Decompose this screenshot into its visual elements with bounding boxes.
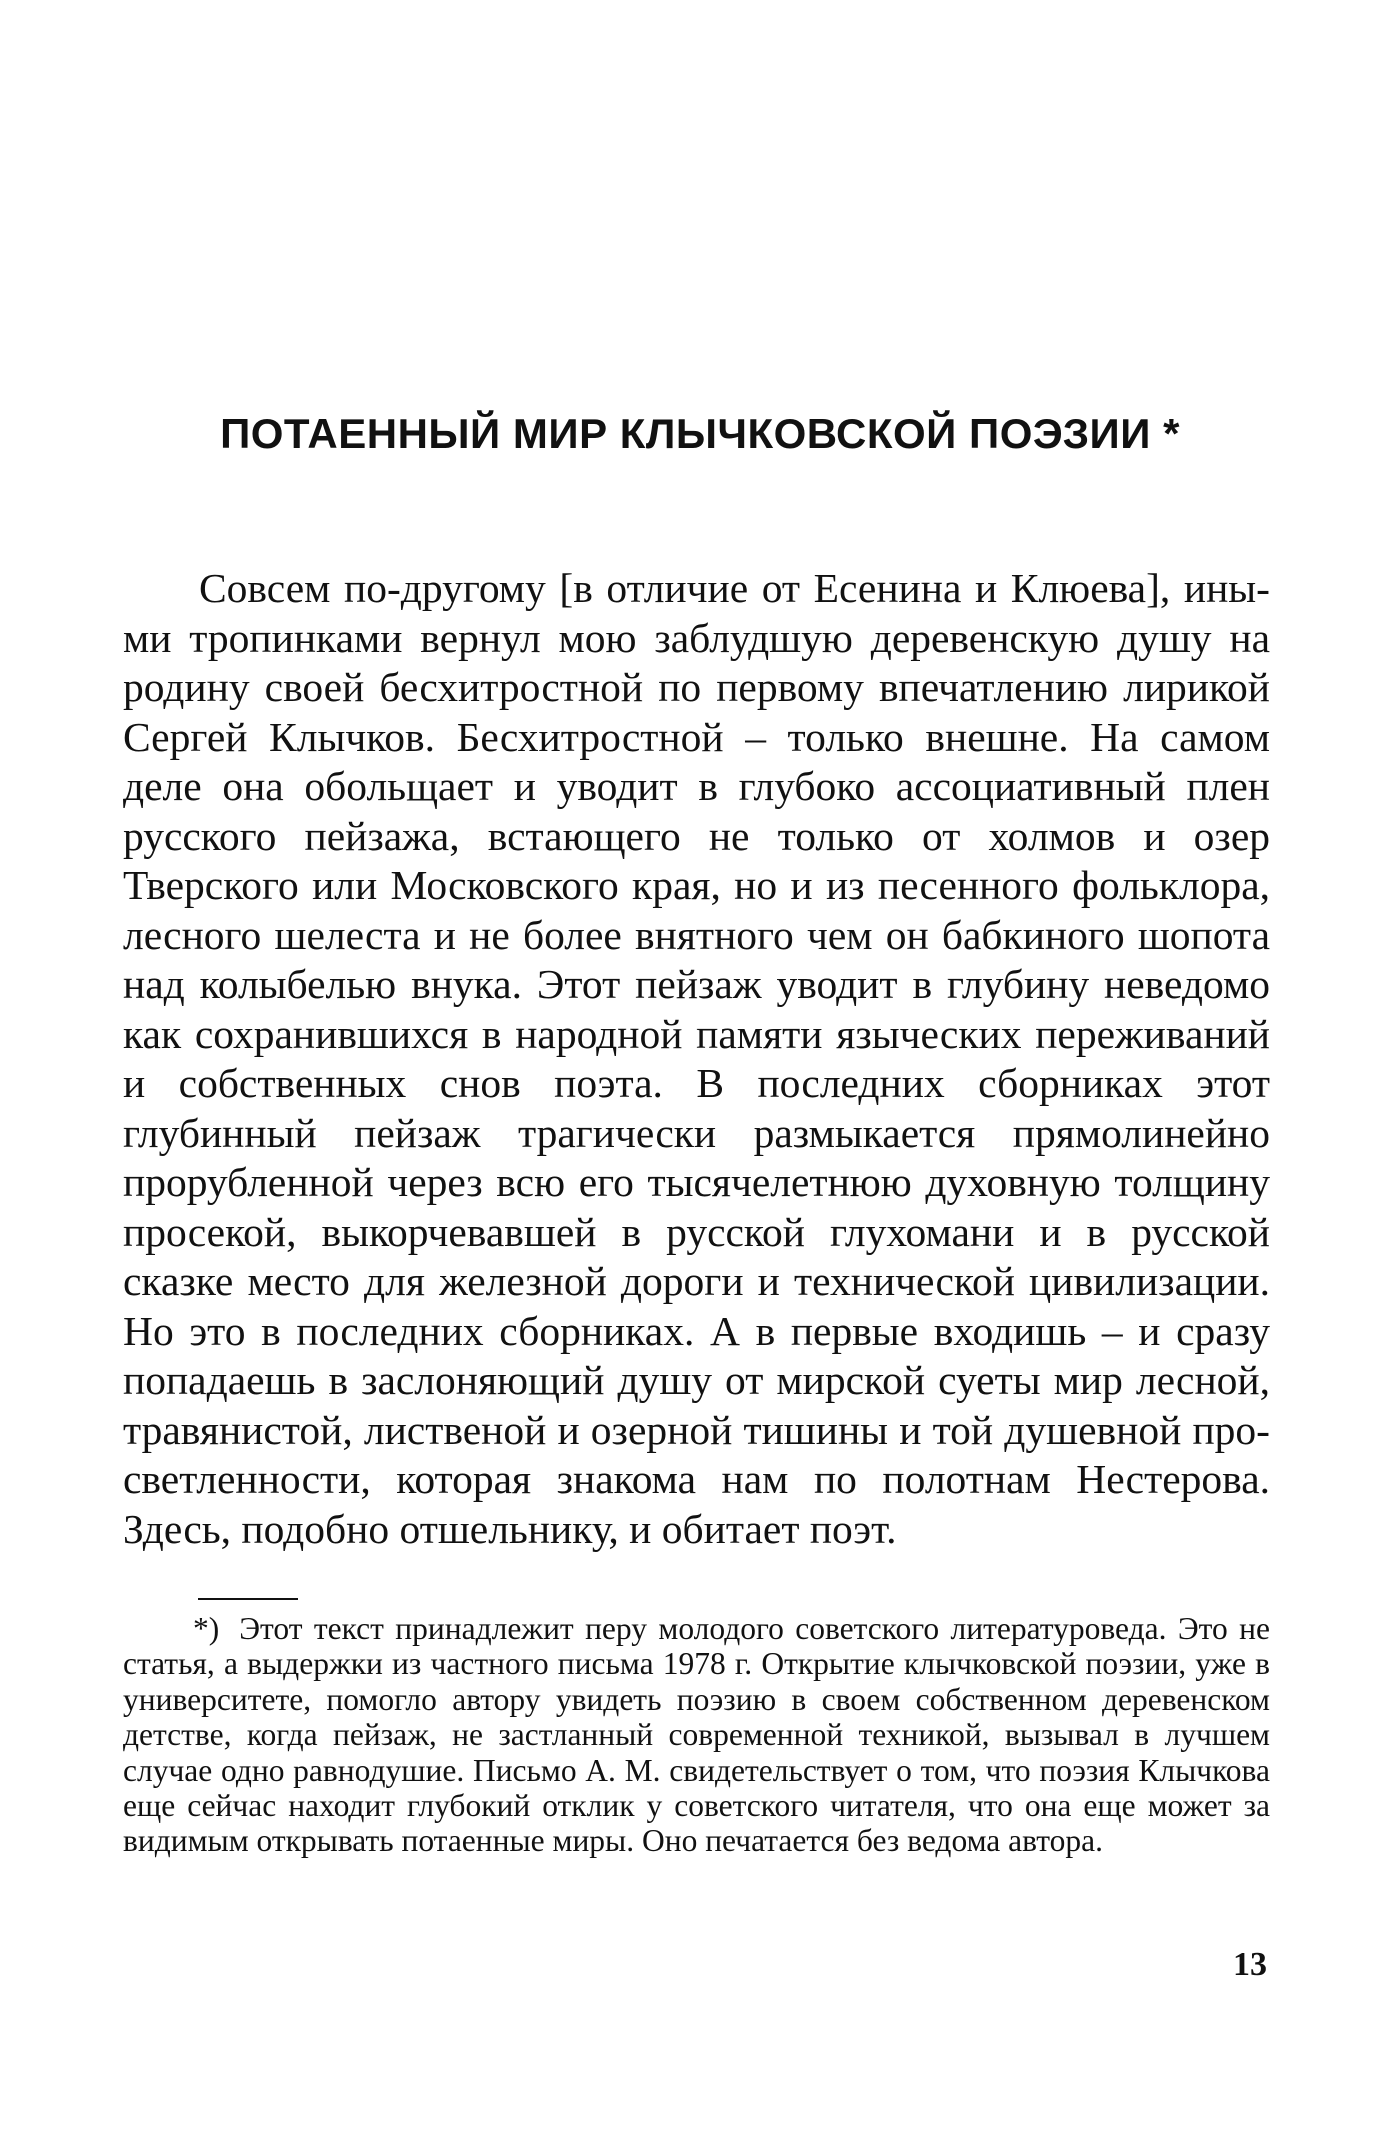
chapter-title: ПОТАЕННЫЙ МИР КЛЫЧКОВСКОЙ ПОЭЗИИ * bbox=[220, 410, 1180, 457]
footnote bbox=[123, 1611, 1270, 1859]
footnote-text: Этот текст принадлежит перу молодого советского литературоведа. Это не статья, а выдержки из частного письма 1978 г. Открытие клычковской поэзии, уже в университете, помогло автору увидеть поэзию в своем собственном деревенском детстве, когда пейзаж, не застланный современной техникой, вызывал в лучшем случае одно равнодушие. Письмо А. М. свидетельствует о том, что поэзия Клычкова еще сейчас находит глубокий отклик у советского читателя, что она еще может за видимым открывать потаенные миры. Оно печатается без ведома автора. bbox=[123, 1611, 1270, 1859]
body-paragraph: Совсем по-другому [в отличие от Есенина и Клюева], иными тропинками вернул мою заблудшую деревенскую душу на родину своей бесхитростной по первому впечатлению лирикой Сергей Клычков. Бесхитростной – только внешне. На самом деле она обольщает и уводит в глубоко ассоциативный плен русского пейзажа, встающего не только от холмов и озер Тверского или Московского края, но и из песенного фольклора, лесного шелеста и не более внятного чем он бабкиного шопота над колыбелью внука. Этот пейзаж уводит в глубину неведомо как сохранившихся в народной памяти языческих переживаний и собственных снов поэта. В последних сборниках этот глубинный пейзаж трагически размыкается прямолинейно прорубленной через всю его тысячелетнюю духовную толщину просекой, выкорчевавшей в русской глухомани и в русской сказке место для железной дороги и технической цивилизации. Но это в последних сборниках. А в первые входишь – и сразу попадаешь в заслоняющий душу от мирской суеты мир лесной, травянистой, лиственой и озерной тишины и той душевной просветленности, которая знакома нам по полотнам Нестерова. Здесь, подобно отшельнику, и обитает поэт. bbox=[123, 565, 1270, 1552]
footnote-divider bbox=[198, 1598, 298, 1600]
footnote-marker: *) bbox=[193, 1611, 220, 1646]
page-number: 13 bbox=[1233, 1946, 1267, 1983]
